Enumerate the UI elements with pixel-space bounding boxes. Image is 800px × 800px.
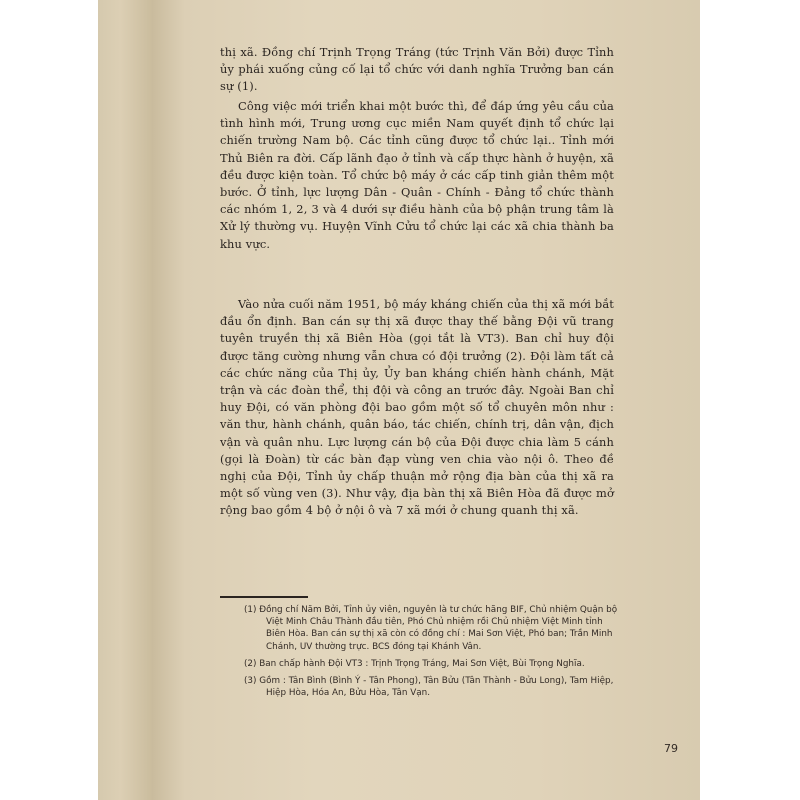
footnote-1: (1) Đồng chí Năm Bởi, Tỉnh ủy viên, nguyên là tư chức hãng BIF, Chủ nhiệm Quận bộ Việt Minh Châu Thành đầu tiên, Phó Chủ nhiệm rồi Chủ nhiệm Việt Minh tỉnh Biên Hòa. Ban cán sự thị xã còn có đồng chí : Mai Sơn Việt, Phó ban; Trần Minh Chánh, UV thường trực. BCS đóng tại Khánh Vân. [244, 605, 618, 652]
paragraph-3: Vào nửa cuối năm 1951, bộ máy kháng chiến của thị xã mới bắt đầu ổn định. Ban cán sự thị xã được thay thế bằng Đội vũ trang tuyên truyền thị xã Biên Hòa (gọi tắt là VT3). Ban chỉ huy đội được tăng cường nhưng vẫn chưa có đội trưởng (2). Đội làm tất cả các chức năng của Thị ủy, Ủy ban kháng chiến hành chánh, Mặt trận và các đoàn thể, thị đội và công an trước đây. Ngoài Ban chỉ huy Đội, có văn phòng đội bao gồm một số tổ chuyên môn như : văn thư, hành chánh, quân báo, tác chiến, chính trị, dân vận, địch vận và quân nhu. Lực lượng cán bộ của Đội được chia làm 5 cánh (gọi là Đoàn) từ các bàn đạp vùng ven chia vào nội ô. Theo đề nghị của Đội, Tỉnh ủy chấp thuận mở rộng địa bàn của thị xã ra một số vùng ven (3). Như vậy, địa bàn thị xã Biên Hòa đã được mở rộng bao gồm 4 bộ ở nội ô và 7 xã mới ở chung quanh thị xã. [220, 297, 614, 518]
book-page [152, 0, 700, 800]
paragraph-2: Công việc mới triển khai một bước thì, để đáp ứng yêu cầu của tình hình mới, Trung ương cục miền Nam quyết định tổ chức lại chiến trường Nam bộ. Các tỉnh cũng được tổ chức lại.. Tỉnh mới Thủ Biên ra đời. Cấp lãnh đạo ở tỉnh và cấp thực hành ở huyện, xã đều được kiện toàn. Tổ chức bộ máy ở các cấp tinh giản thêm một bước. Ở tỉnh, lực lượng Dân - Quân - Chính - Đảng tổ chức thành các nhóm 1, 2, 3 và 4 dưới sự điều hành của bộ phận trung tâm là Xử lý thường vụ. Huyện Vĩnh Cửu tổ chức lại các xã chia thành ba khu vực. [220, 99, 614, 251]
paragraph-1: thị xã. Đồng chí Trịnh Trọng Tráng (tức Trịnh Văn Bởi) được Tỉnh ủy phái xuống củng cố lại tổ chức với danh nghĩa Trưởng ban cán sự (1). [220, 45, 614, 94]
page-number: 79 [664, 742, 678, 755]
facing-page-edge [98, 0, 154, 800]
footnotes [244, 604, 624, 704]
footnote-divider [220, 596, 308, 598]
footnote-3: (3) Gồm : Tân Bình (Bình Ý - Tân Phong), Tân Bửu (Tân Thành - Bửu Long), Tam Hiệp, Hiệp Hòa, Hóa An, Bửu Hòa, Tân Vạn. [244, 676, 614, 699]
footnote-2: (2) Ban chấp hành Đội VT3 : Trịnh Trọng Tráng, Mai Sơn Việt, Bùi Trọng Nghĩa. [244, 658, 585, 669]
